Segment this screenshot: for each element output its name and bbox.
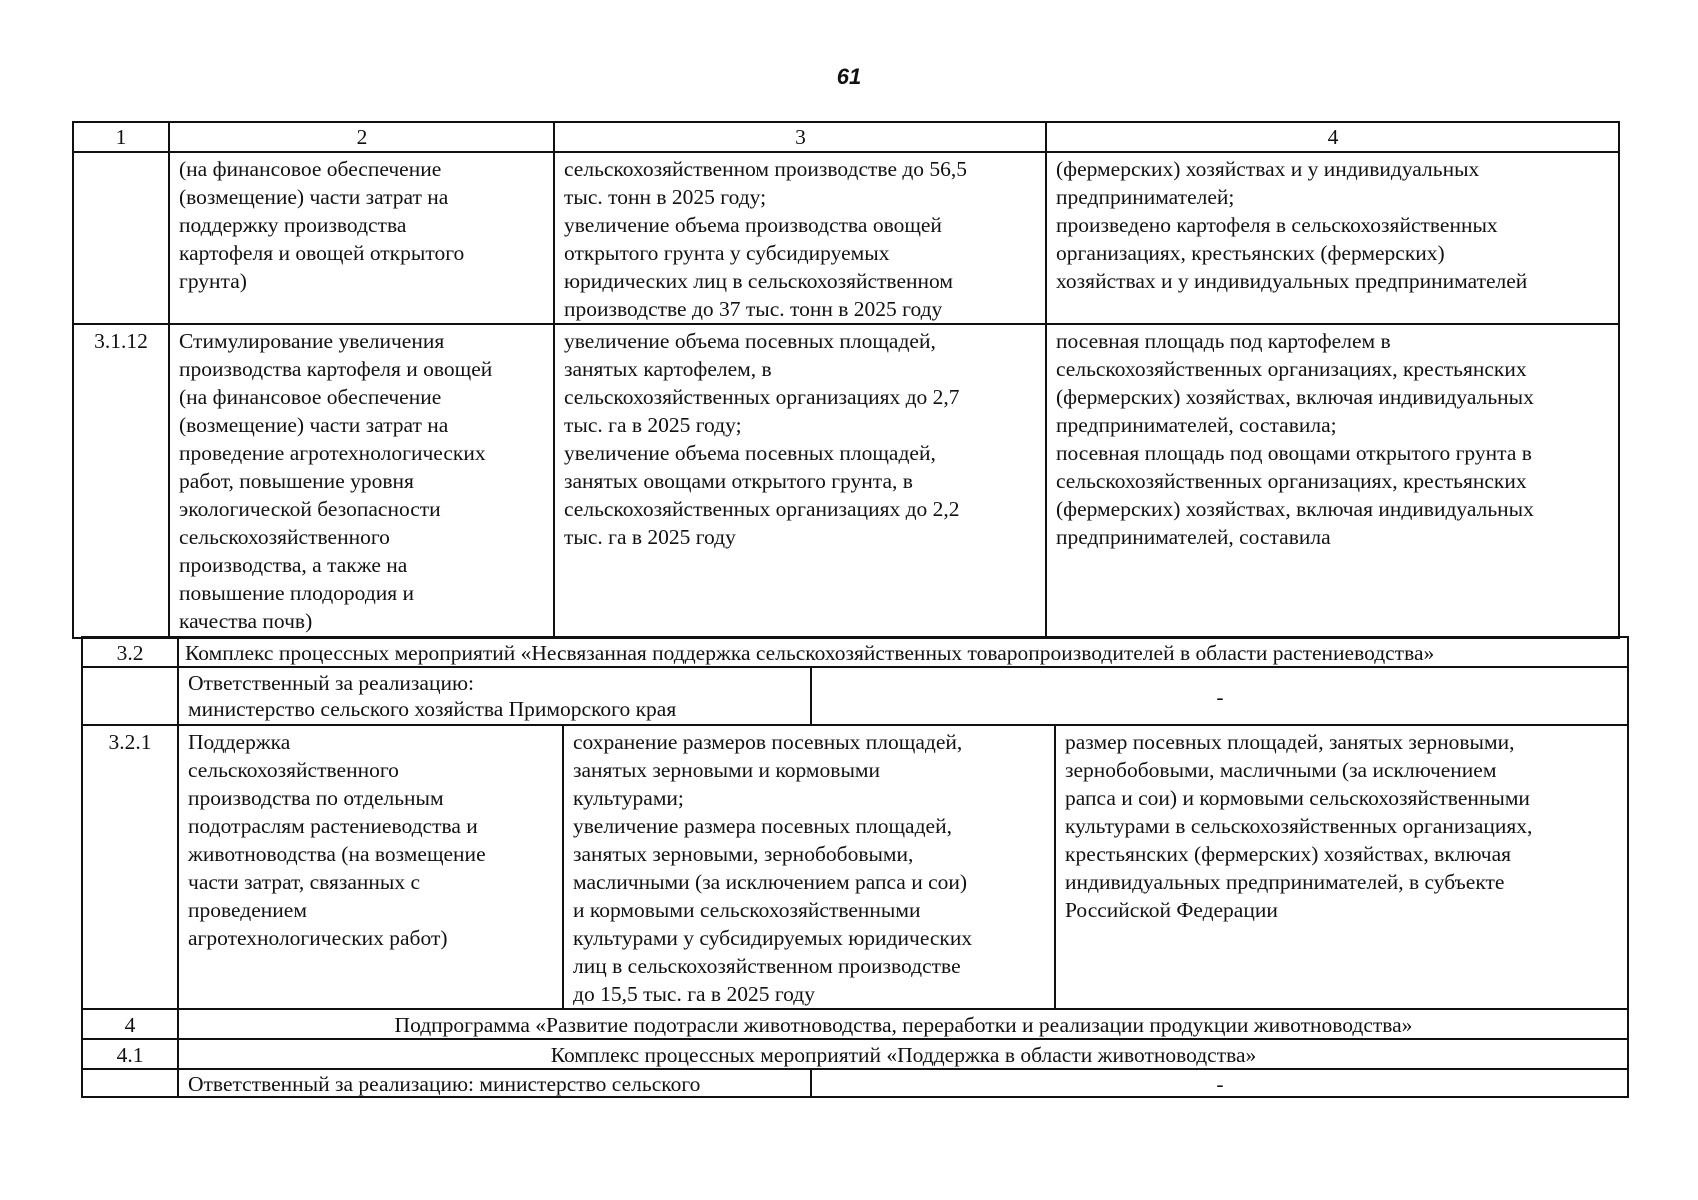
column-number-4: 4	[1046, 122, 1619, 152]
section-title: Комплекс процессных мероприятий «Поддержка в области животноводства»	[178, 1039, 1628, 1069]
responsible-row	[82, 667, 1628, 725]
row-number-empty	[82, 1069, 178, 1097]
indicator-cell: размер посевных площадей, занятых зерновыми, зернобобовыми, масличными (за исключением рапса и сои) и кормовыми сельскохозяйственными культурами в сельскохозяйственных организациях, крестьянских (фермерских) хозяйствах, включая индивидуальных предпринимателей, в субъекте Российской Федерации	[1055, 725, 1628, 1009]
column-number-3: 3	[554, 122, 1046, 152]
section-row-3-2	[82, 637, 1628, 667]
responsible-cell: Ответственный за реализацию: министерство сельского	[178, 1069, 811, 1097]
measure-name-cell: (на финансовое обеспечение (возмещение) части затрат на поддержку производства картофеля и овощей открытого грунта)	[169, 152, 554, 324]
responsible-dash: -	[811, 1069, 1628, 1097]
column-number-1: 1	[73, 122, 169, 152]
expected-result-cell: увеличение объема посевных площадей, занятых картофелем, в сельскохозяйственных организациях до 2,7 тыс. га в 2025 году; увеличение объема посевных площадей, занятых овощами открытого грунта, в сельскохозяйственных организациях до 2,2 тыс. га в 2025 году	[554, 324, 1046, 638]
column-number-header-row	[73, 122, 1619, 152]
column-number-2: 2	[169, 122, 554, 152]
row-number-empty	[82, 667, 178, 725]
indicator-cell: (фермерских) хозяйствах и у индивидуальных предпринимателей; произведено картофеля в сельскохозяйственных организациях, крестьянских (фермерских) хозяйствах и у индивидуальных предпринимателей	[1046, 152, 1619, 324]
section-row-4	[82, 1009, 1628, 1039]
measures-table	[72, 121, 1620, 639]
section-title: Комплекс процессных мероприятий «Несвязанная поддержка сельскохозяйственных товаропроизводителей в области растениеводства»	[178, 637, 1628, 667]
indicator-cell: посевная площадь под картофелем в сельскохозяйственных организациях, крестьянских (фермерских) хозяйствах, включая индивидуальных предпринимателей, составила; посевная площадь под овощами открытого грунта в сельскохозяйственных организациях, крестьянских (фермерских) хозяйствах, включая индивидуальных предпринимателей, составила	[1046, 324, 1619, 638]
row-number: 3.1.12	[73, 324, 169, 638]
measures-table-continued	[81, 636, 1629, 1098]
expected-result-cell: сельскохозяйственном производстве до 56,5 тыс. тонн в 2025 году; увеличение объема производства овощей открытого грунта у субсидируемых юридических лиц в сельскохозяйственном производстве до 37 тыс. тонн в 2025 году	[554, 152, 1046, 324]
responsible-cell: Ответственный за реализацию: министерство сельского хозяйства Приморского края	[178, 667, 811, 725]
row-number: 4	[82, 1009, 178, 1039]
expected-result-cell: сохранение размеров посевных площадей, занятых зерновыми и кормовыми культурами; увеличение размера посевных площадей, занятых зерновыми, зернобобовыми, масличными (за исключением рапса и сои) и кормовыми сельскохозяйственными культурами у субсидируемых юридических лиц в сельскохозяйственном производстве до 15,5 тыс. га в 2025 году	[563, 725, 1055, 1009]
measure-name-cell: Поддержка сельскохозяйственного производства по отдельным подотраслям растениеводства и животноводства (на возмещение части затрат, связанных с проведением агротехнологических работ)	[178, 725, 563, 1009]
table-row	[82, 725, 1628, 1009]
row-number: 3.2	[82, 637, 178, 667]
section-row-4-1	[82, 1039, 1628, 1069]
section-title: Подпрограмма «Развитие подотрасли животноводства, переработки и реализации продукции животноводства»	[178, 1009, 1628, 1039]
measure-name-cell: Стимулирование увеличения производства картофеля и овощей (на финансовое обеспечение (возмещение) части затрат на проведение агротехнологических работ, повышение уровня экологической безопасности сельскохозяйственного производства, а также на повышение плодородия и качества почв)	[169, 324, 554, 638]
page-number: 61	[836, 64, 862, 89]
row-number	[73, 152, 169, 324]
responsible-dash: -	[811, 667, 1628, 725]
table-row	[73, 152, 1619, 324]
row-number: 4.1	[82, 1039, 178, 1069]
row-number: 3.2.1	[82, 725, 178, 1009]
responsible-row	[82, 1069, 1628, 1097]
table-row	[73, 324, 1619, 638]
